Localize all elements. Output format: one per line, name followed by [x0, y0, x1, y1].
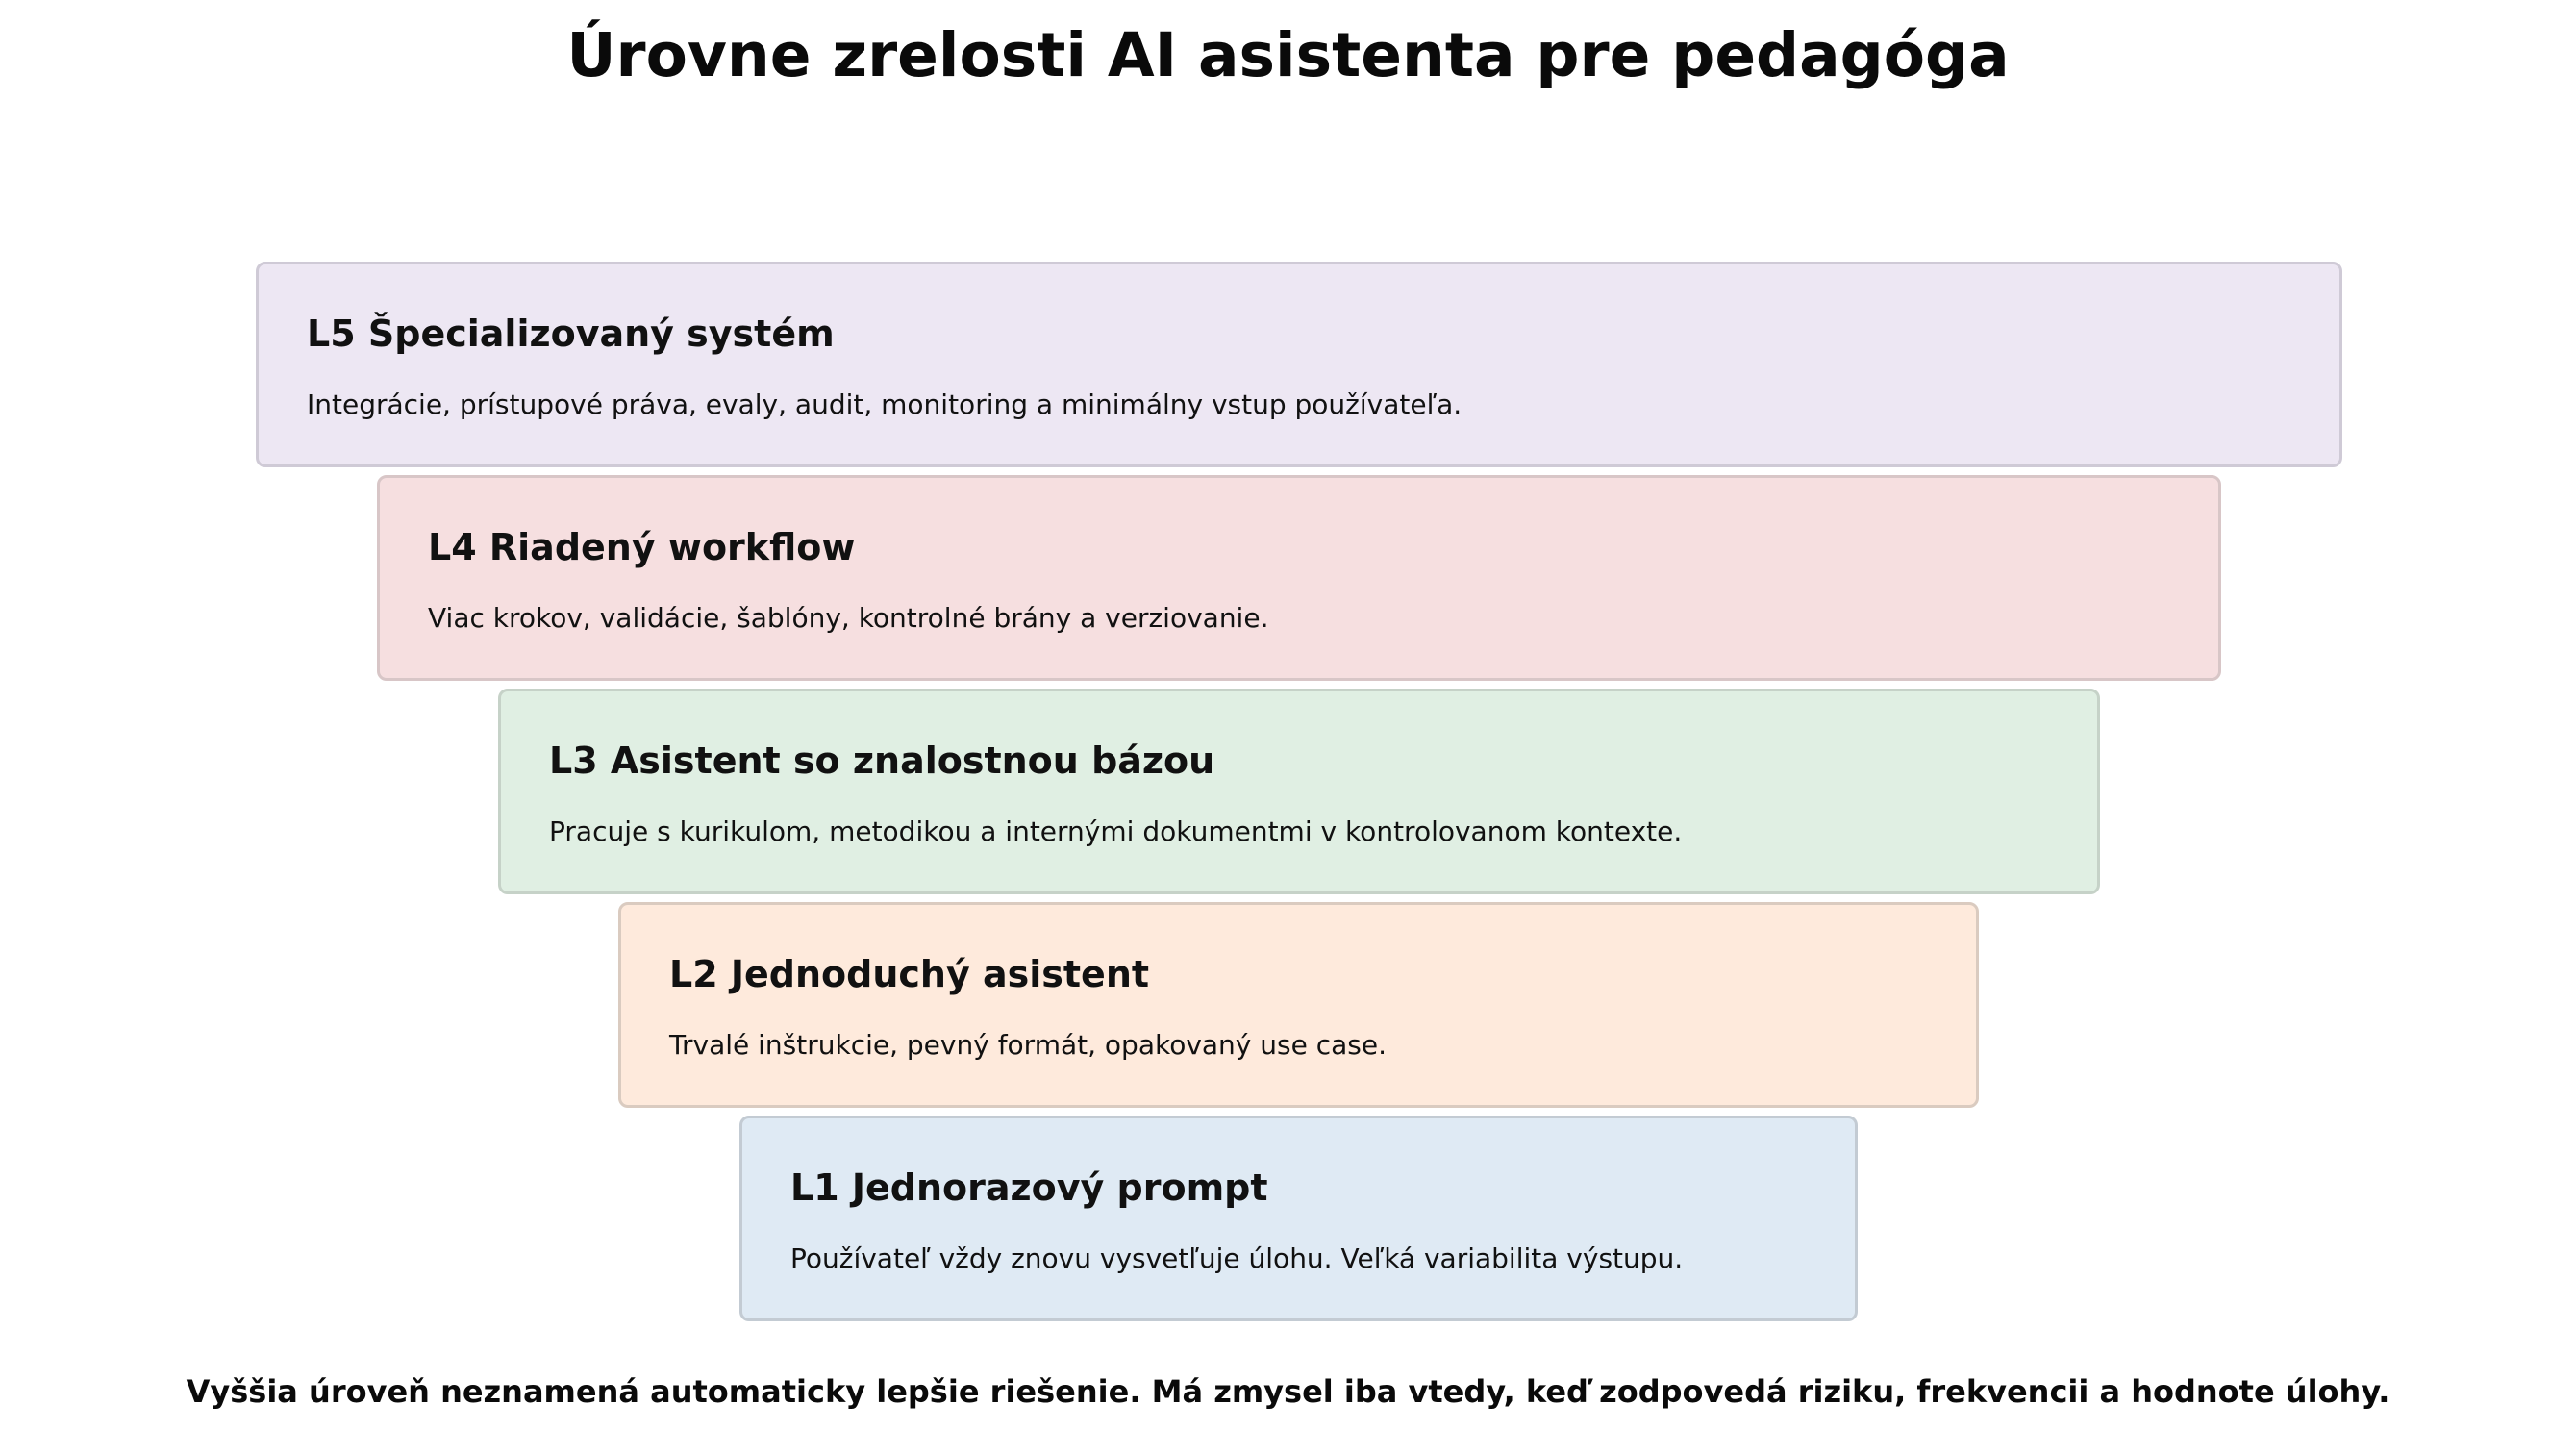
level-box-l1: [739, 1116, 1858, 1321]
level-box-l3: [498, 689, 2100, 894]
level-title-l3: L3 Asistent so znalostnou bázou: [549, 740, 1215, 782]
level-box-l2: [618, 902, 1979, 1108]
level-title-l4: L4 Riadený workflow: [428, 526, 856, 568]
footer-note: Vyššia úroveň neznamená automaticky lepšie riešenie. Má zmysel iba vtedy, keď zodpovedá riziku, frekvencii a hodnote úlohy.: [186, 1373, 2390, 1410]
level-box-l4: [377, 475, 2221, 681]
level-description-l4: Viac krokov, validácie, šablóny, kontrolné brány a verziovanie.: [428, 602, 1269, 634]
level-description-l2: Trvalé inštrukcie, pevný formát, opakovaný use case.: [669, 1029, 1387, 1061]
level-title-l1: L1 Jednorazový prompt: [790, 1167, 1268, 1209]
level-title-l5: L5 Špecializovaný systém: [307, 313, 835, 355]
level-description-l5: Integrácie, prístupové práva, evaly, audit, monitoring a minimálny vstup používateľa.: [307, 389, 1463, 420]
level-description-l3: Pracuje s kurikulom, metodikou a internými dokumentmi v kontrolovanom kontexte.: [549, 816, 1683, 847]
level-title-l2: L2 Jednoduchý asistent: [669, 953, 1150, 995]
level-description-l1: Používateľ vždy znovu vysvetľuje úlohu. Veľká variabilita výstupu.: [790, 1243, 1684, 1274]
level-box-l5: [256, 262, 2342, 467]
diagram-title: Úrovne zrelosti AI asistenta pre pedagóga: [566, 20, 2010, 90]
